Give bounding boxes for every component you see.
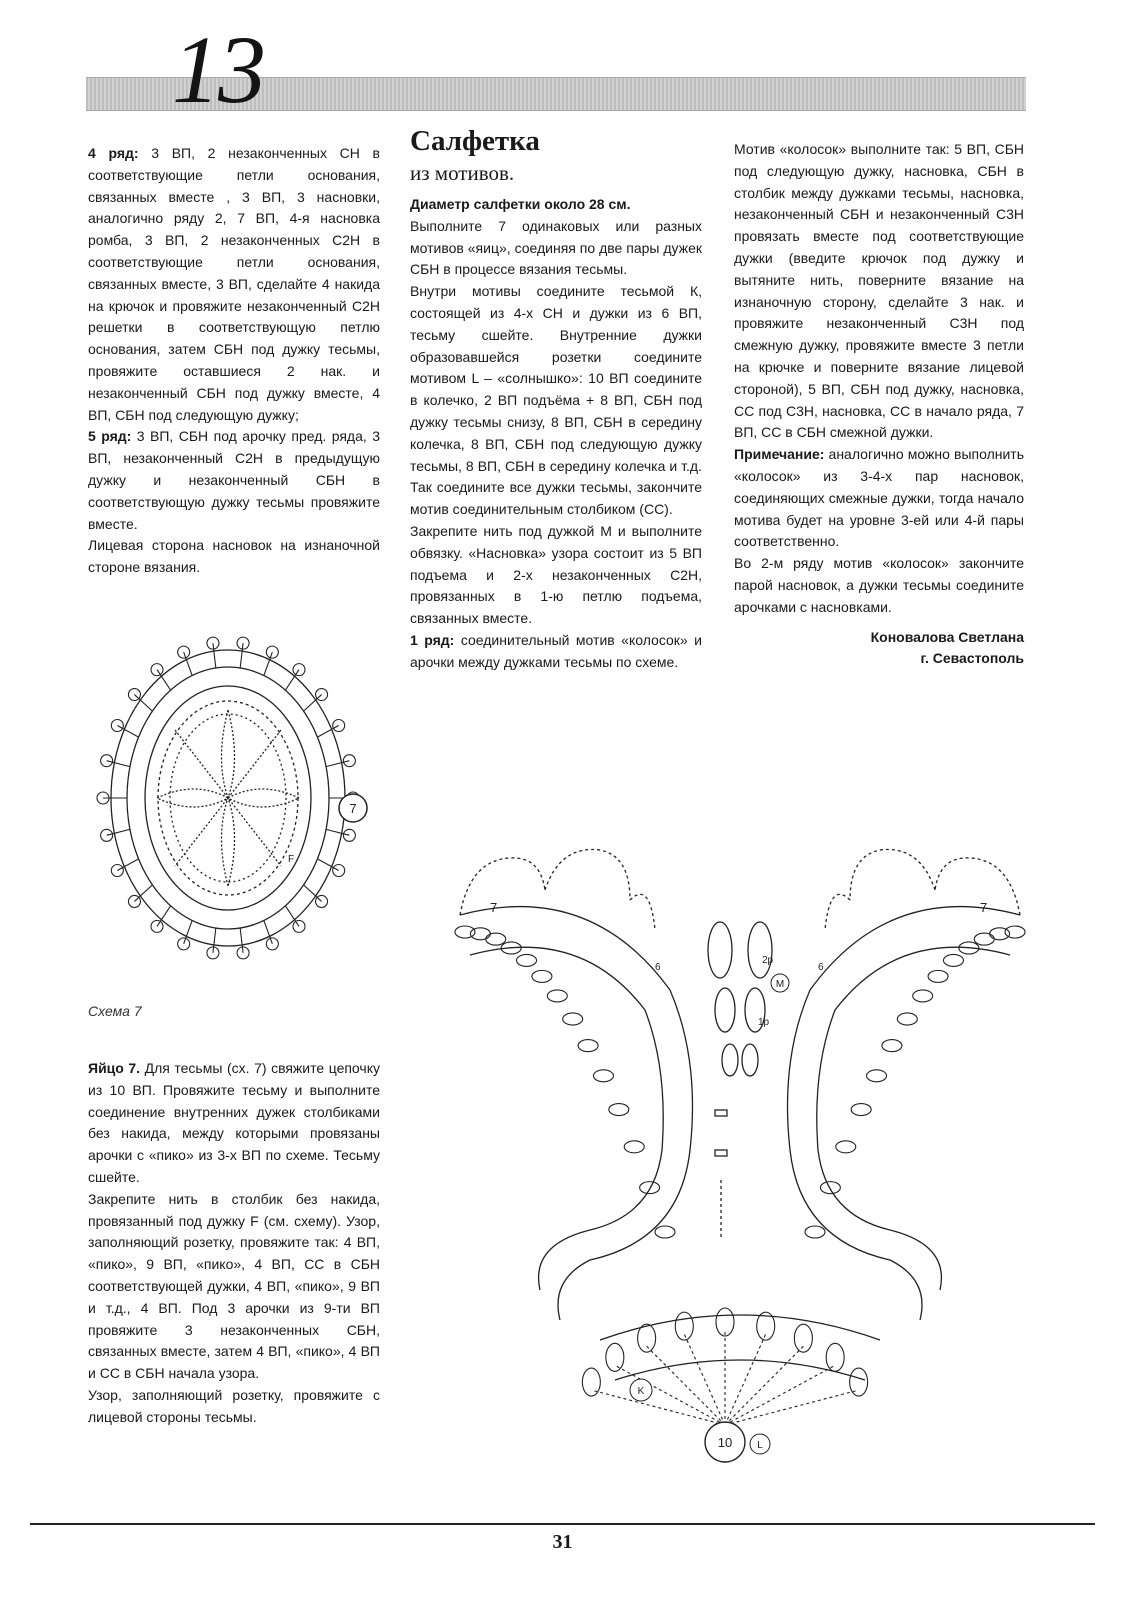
arm-loop	[974, 933, 994, 945]
egg-diagram	[95, 630, 395, 960]
egg-loop-stroke	[317, 726, 338, 738]
paragraph: Диаметр салфетки около 28 см.	[410, 196, 631, 212]
arm-loop	[805, 1226, 825, 1238]
egg-label-7: 7	[349, 801, 357, 816]
signature	[734, 627, 1024, 671]
arm-loop	[486, 933, 506, 945]
author-name: Коновалова Светлана	[870, 628, 1024, 645]
column-left-top	[88, 143, 380, 579]
fan-petal	[675, 1312, 693, 1340]
egg-loop-tip	[343, 755, 355, 767]
big-label-6-right: 6	[818, 962, 824, 973]
fan-ray	[647, 1346, 725, 1425]
big-label-10: 10	[717, 1435, 733, 1450]
egg-loop-stroke	[240, 643, 243, 668]
paragraph: Внутри мотивы соедините тесьмой К, состоящей из 4-х СН и дужки из 6 ВП, тесьму сшейте. Внутренние дужки образовавшейся розетки соедините мотивом L – «солнышко»: 10 ВП соедините в колечко, 2 ВП подъёма + 8 ВП, СБН под дужку тесьмы снизу, 8 ВП, СБН в середину колечка, 8 ВП, СБН под следующую дужку тесьмы, 8 ВП, СБН в середину колечка и т.д. Так соедините все дужки тесьмы, закончите мотив соединительным столбиком (СС).	[410, 283, 702, 518]
arm-loop	[882, 1040, 902, 1052]
column-right	[734, 139, 1024, 670]
big-label-6-left: 6	[655, 962, 661, 973]
arm-loop	[990, 928, 1010, 940]
diagram-caption: Схема 7	[88, 1003, 142, 1019]
egg-loop-stroke	[285, 906, 299, 927]
egg-loop-stroke	[213, 643, 216, 668]
egg-loop-tip	[343, 829, 355, 841]
arm-loop	[563, 1013, 583, 1025]
fan-ray	[725, 1334, 766, 1425]
egg-loop-stroke	[134, 885, 152, 902]
arm-loop	[928, 970, 948, 982]
arm-loop	[593, 1070, 613, 1082]
egg-loop-tip	[333, 720, 345, 732]
paragraph: Закрепите нить в столбик без накида, провязанный под дужку F (см. схему). Узор, заполняющий розетку, провяжите так: 4 ВП, «пико», 9 ВП, «пико», 4 ВП, СС в СБН соответствующей дужки, 4 ВП, «пико», 9 ВП и т.д., 4 ВП. Под 3 арочки из 9-ти ВП провяжите 3 незаконченных СБН, связанных вместе, затем 4 ВП, «пико», 4 ВП и СС в СБН начала узора.	[88, 1190, 380, 1382]
egg-loop-stroke	[117, 859, 138, 871]
arm-loop	[897, 1013, 917, 1025]
arm-loop	[1005, 926, 1025, 938]
fan-ray	[684, 1334, 725, 1425]
fan-petal	[638, 1324, 656, 1352]
egg-loop-stroke	[213, 928, 216, 953]
author-city: г. Севастополь	[920, 650, 1024, 667]
paragraph: Узор, заполняющий розетку, провяжите с лицевой стороны тесьмы.	[88, 1386, 380, 1425]
egg-loop-stroke	[304, 695, 322, 712]
arm-loop	[640, 1182, 660, 1194]
arm-loop	[943, 954, 963, 966]
fan-petal	[606, 1343, 624, 1371]
arm-loop	[547, 990, 567, 1002]
arm-loop	[455, 926, 475, 938]
big-label-m: M	[775, 979, 785, 990]
egg-loop-tip	[266, 938, 278, 950]
arm-loop	[532, 970, 552, 982]
page-number: 31	[552, 1531, 573, 1553]
paragraph: 1 ряд: соединительный мотив «колосок» и арочки между дужками тесьмы по схеме.	[410, 631, 702, 670]
fan-ray	[591, 1390, 725, 1425]
fan-ray	[725, 1346, 803, 1425]
egg-loop-stroke	[304, 885, 322, 902]
egg-loop-tip	[101, 755, 113, 767]
column-left-bottom	[88, 1058, 380, 1429]
egg-loop-stroke	[117, 726, 138, 738]
arm-loop	[517, 954, 537, 966]
egg-loop-tip	[151, 664, 163, 676]
fan-petal	[716, 1308, 734, 1336]
paragraph: 5 ряд: 3 ВП, СБН под арочку пред. ряда, 3 ВП, незаконченный С2Н в предыдущую дужку и незаконченный СБН в соответствующую дужку тесьмы провяжите вместе.	[88, 428, 381, 532]
big-label-l: L	[757, 1440, 763, 1451]
article-title: Салфетка	[410, 125, 540, 157]
paragraph: Во 2-м ряду мотив «колосок» закончите парой насновок, а дужки тесьмы соедините арочками с насновками.	[734, 555, 1024, 615]
big-label-2p: 2р	[762, 955, 774, 966]
chapter-number: 13	[172, 16, 264, 123]
egg-loop-stroke	[134, 695, 152, 712]
big-label-1p: 1р	[758, 1017, 770, 1028]
egg-loop-stroke	[240, 928, 243, 953]
arm-loop	[836, 1141, 856, 1153]
big-label-7-right: 7	[980, 900, 988, 915]
egg-loop-tip	[128, 689, 140, 701]
paragraph: Выполните 7 одинаковых или разных мотивов «яиц», соединяя по две пары дужек СБН в процессе вязания тесьмы.	[410, 217, 702, 278]
arm-loop	[578, 1040, 598, 1052]
joining-diagram	[440, 820, 1040, 1480]
paragraph: Мотив «колосок» выполните так: 5 ВП, СБН под следующую дужку, насновка, СБН в столбик между дужками тесьмы, насновка, незаконченный СБН и незаконченный С3Н провязать вместе под соответствующие дужки (введите крючок под дужку и вытяните нить, поверните вязание на изнаночную сторону, сделайте 3 нак. и провяжите незаконченный С3Н под смежную дужку, провяжите вместе 3 петли на крючке и поверните вязание лицевой стороной), 5 ВП, СБН под дужку, насновка, СС под С3Н, насновка, СС в начало ряда, 7 ВП, СС в СБН смежной дужки.	[734, 141, 1024, 441]
paragraph: Лицевая сторона насновок на изнаночной стороне вязания.	[88, 537, 380, 576]
paragraph: 4 ряд: 3 ВП, 2 незаконченных СН в соответствующие петли основания, связанных вместе , 3 ВП, 3 насновки, аналогично ряду 2, 7 ВП, 4-я насновка ромба, 3 ВП, 2 незаконченных С2Н в соответствующие петли основания, связанных вместе, 3 ВП, сделайте 4 накида на крючок и провяжите незаконченный С2Н решетки в соответствующую петлю основания, затем СБН под дужку тесьмы, провяжите оставшиеся 2 нак. и незаконченный СБН под дужку вместе, 4 ВП, СБН под следующую дужку;	[88, 145, 380, 423]
egg-label-f: F	[288, 854, 295, 865]
paragraph: Закрепите нить под дужкой М и выполните обвязку. «Насновка» узора состоит из 5 ВП подъема и 2-х незаконченных С2Н, провязанных в 1-ю петлю подъема, связанных вместе.	[410, 522, 702, 627]
fan-petal	[794, 1324, 812, 1352]
article-subtitle: из мотивов.	[410, 161, 515, 185]
arm-loop	[820, 1182, 840, 1194]
egg-loop-tip	[101, 829, 113, 841]
fan-petal	[826, 1343, 844, 1371]
egg-loop-tip	[111, 864, 123, 876]
fan-petal	[582, 1368, 600, 1396]
egg-loop-tip	[316, 689, 328, 701]
arm-loop	[851, 1104, 871, 1116]
arm-loop	[655, 1226, 675, 1238]
paragraph: Примечание: аналогично можно выполнить «колосок» из 3-4-х пар насновок, соединяющих смежные дужки, тогда начало мотива будет на уровне 3-ей или 4-й пары соответственно.	[734, 446, 1024, 550]
big-label-k: K	[637, 1386, 645, 1397]
egg-loop-tip	[333, 864, 345, 876]
footer-rule	[30, 1523, 1095, 1525]
egg-loop-stroke	[157, 906, 171, 927]
fan-ray	[725, 1390, 859, 1425]
egg-loop-tip	[178, 646, 190, 658]
article-column	[410, 126, 702, 674]
arm-loop	[867, 1070, 887, 1082]
egg-loop-stroke	[285, 670, 299, 691]
fan-ray	[725, 1365, 835, 1425]
arm-loop	[470, 928, 490, 940]
egg-loop-stroke	[317, 859, 338, 871]
egg-loop-tip	[293, 664, 305, 676]
big-label-7-left: 7	[490, 900, 498, 915]
arm-loop	[913, 990, 933, 1002]
egg-loop-stroke	[157, 670, 171, 691]
arm-loop	[609, 1104, 629, 1116]
arm-loop	[624, 1141, 644, 1153]
egg-loop-tip	[266, 646, 278, 658]
fan-petal	[850, 1368, 868, 1396]
paragraph: Яйцо 7. Для тесьмы (сх. 7) свяжите цепочку из 10 ВП. Провяжите тесьму и выполните соединение внутренних дужек столбиками без накида, между которыми провязаны арочки с «пико» из 3-х ВП по схеме. Тесьму сшейте.	[88, 1060, 380, 1185]
egg-loop-tip	[111, 720, 123, 732]
